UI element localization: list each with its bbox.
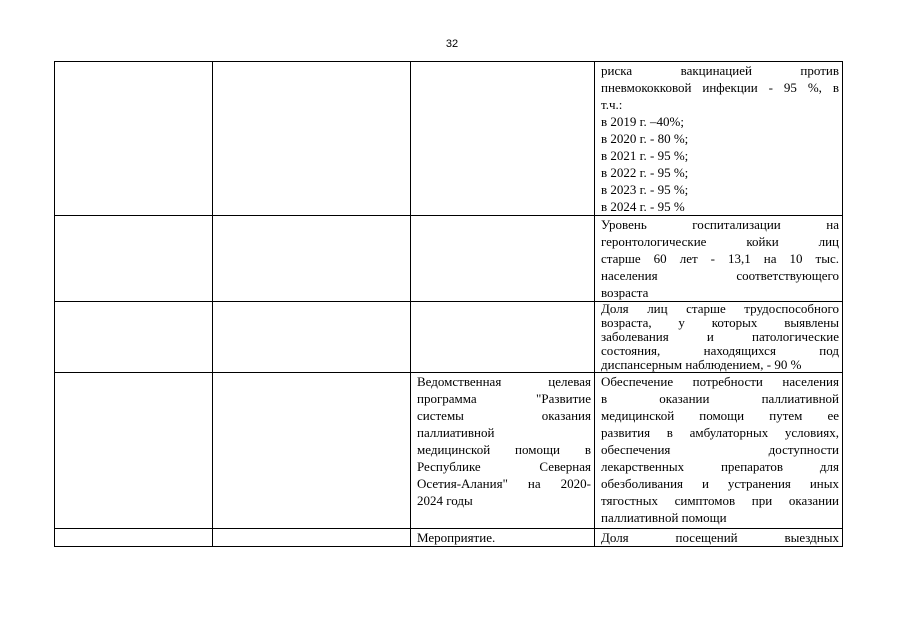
table-cell-col3 xyxy=(411,529,595,547)
table-row xyxy=(55,529,843,547)
cell-text-line: Республике Северная xyxy=(417,459,591,474)
table-row xyxy=(55,62,843,216)
page-number: 32 xyxy=(445,38,459,50)
table-cell-col3 xyxy=(411,302,595,373)
table-cell-col1 xyxy=(55,216,213,302)
cell-text-line: в 2021 г. - 95 %; xyxy=(601,148,689,163)
cell-text-line: риска вакцинацией против xyxy=(601,63,839,78)
document-table xyxy=(54,61,843,547)
cell-text-line: т.ч.: xyxy=(601,97,623,112)
cell-text-line: населения соответствующего xyxy=(601,268,839,283)
table-row xyxy=(55,373,843,529)
table-cell-col4 xyxy=(595,373,843,529)
cell-text-line: диспансерным наблюдением, - 90 % xyxy=(601,357,802,372)
cell-text-line: обеспечения доступности xyxy=(601,442,839,457)
cell-text-line: медицинской помощи в xyxy=(417,442,591,457)
cell-text-line: Уровень госпитализации на xyxy=(601,217,839,232)
cell-text-line: Доля посещений выездных xyxy=(601,530,839,545)
table-cell-col1 xyxy=(55,529,213,547)
table-cell-col3 xyxy=(411,62,595,216)
cell-text-line: в 2024 г. - 95 % xyxy=(601,199,685,214)
cell-text-line: лекарственных препаратов для xyxy=(601,459,839,474)
table-cell-col2 xyxy=(213,302,411,373)
cell-text-line: медицинской помощи путем ее xyxy=(601,408,839,423)
cell-text-line: тягостных симптомов при оказании xyxy=(601,493,839,508)
table-cell-col2 xyxy=(213,62,411,216)
cell-text-line: системы оказания xyxy=(417,408,591,423)
table-cell-col4 xyxy=(595,62,843,216)
cell-text-line: Осетия-Алания" на 2020- xyxy=(417,476,591,491)
cell-text-line: паллиативной помощи xyxy=(601,510,727,525)
table-cell-col3 xyxy=(411,216,595,302)
cell-text-line: геронтологические койки лиц xyxy=(601,234,839,249)
cell-text-line: состояния, находящихся под xyxy=(601,343,839,358)
cell-text-line: Доля лиц старше трудоспособного xyxy=(601,301,839,316)
table-cell-col1 xyxy=(55,373,213,529)
cell-text-line: пневмококковой инфекции - 95 %, в xyxy=(601,80,839,95)
cell-text-line: в 2023 г. - 95 %; xyxy=(601,182,689,197)
table-cell-col3 xyxy=(411,373,595,529)
table-cell-col2 xyxy=(213,373,411,529)
cell-text-line: в 2019 г. –40%; xyxy=(601,114,684,129)
cell-text-line: возраста xyxy=(601,285,649,300)
cell-text-line: паллиативной xyxy=(417,425,495,440)
table-row xyxy=(55,302,843,373)
table-cell-col4 xyxy=(595,302,843,373)
cell-text-line: Обеспечение потребности населения xyxy=(601,374,839,389)
cell-text-line: возраста, у которых выявлены xyxy=(601,315,839,330)
table-cell-col4 xyxy=(595,216,843,302)
table-cell-col1 xyxy=(55,302,213,373)
table-row xyxy=(55,216,843,302)
cell-text-line: в оказании паллиативной xyxy=(601,391,839,406)
cell-text-line: обезболивания и устранения иных xyxy=(601,476,839,491)
cell-text-line: 2024 годы xyxy=(417,493,473,508)
cell-text-line: Мероприятие. xyxy=(417,530,496,545)
cell-text-line: программа "Развитие xyxy=(417,391,591,406)
cell-text-line: старше 60 лет - 13,1 на 10 тыс. xyxy=(601,251,839,266)
table-cell-col1 xyxy=(55,62,213,216)
table-cell-col2 xyxy=(213,216,411,302)
table-cell-col4 xyxy=(595,529,843,547)
cell-text-line: развития в амбулаторных условиях, xyxy=(601,425,839,440)
cell-text-line: в 2020 г. - 80 %; xyxy=(601,131,689,146)
cell-text-line: в 2022 г. - 95 %; xyxy=(601,165,689,180)
table-cell-col2 xyxy=(213,529,411,547)
cell-text-line: заболевания и патологические xyxy=(601,329,839,344)
cell-text-line: Ведомственная целевая xyxy=(417,374,591,389)
